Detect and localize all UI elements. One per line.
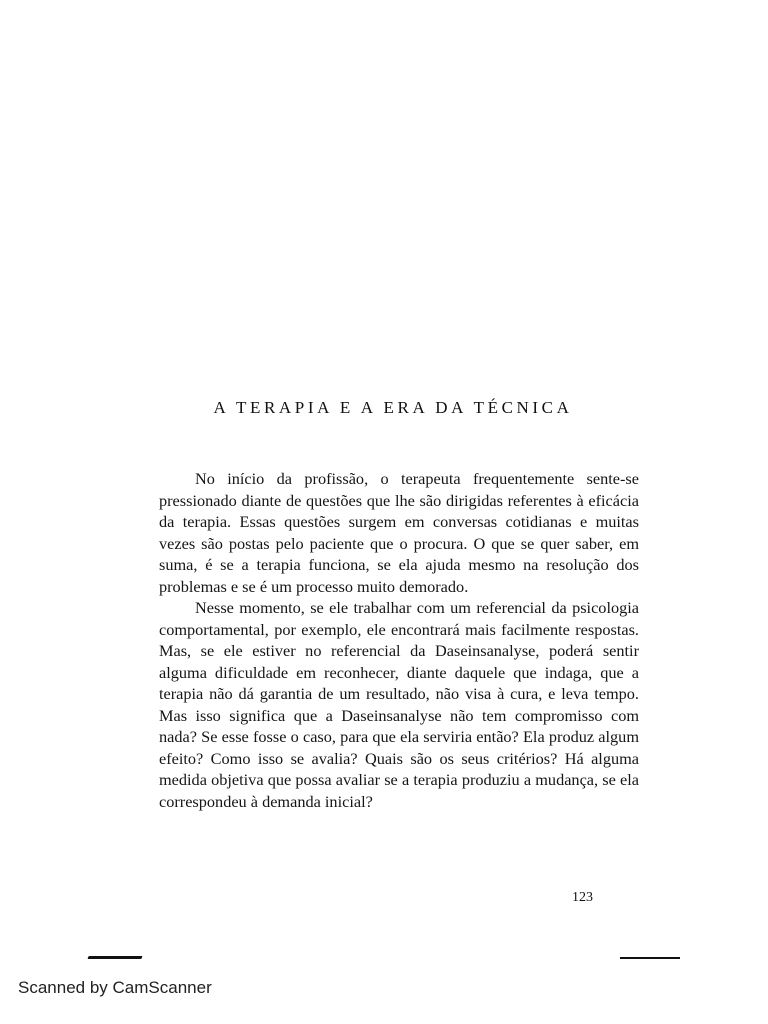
- body-text: [159, 468, 639, 812]
- scan-edge-mark-left: [87, 956, 142, 959]
- scanner-watermark: Scanned by CamScanner: [18, 978, 212, 997]
- page-number: 123: [572, 890, 593, 905]
- paragraph-1: No início da profissão, o terapeuta frequentemente sente-se pressionado diante de questões que lhe são dirigidas referentes à eficácia da terapia. Essas questões surgem em conversas cotidianas e muitas vezes são postas pelo paciente que o procura. O que se quer saber, em suma, é se a terapia funciona, se ela ajuda mesmo na resolução dos problemas e se é um processo muito demorado.: [159, 469, 639, 596]
- paragraph-2: Nesse momento, se ele trabalhar com um referencial da psicologia comportamental, por exemplo, ele encontrará mais facilmente respostas. Mas, se ele estiver no referencial da Daseinsanalyse, poderá sentir alguma dificuldade em reconhecer, diante daquele que indaga, que a terapia não dá garantia de um resultado, não visa à cura, e leva tempo. Mas isso significa que a Daseinsanalyse não tem compromisso com nada? Se esse fosse o caso, para que ela serviria então? Ela produz algum efeito? Como isso se avalia? Quais são os seus critérios? Há alguma medida objetiva que possa avaliar se a terapia produziu a mudança, se ela correspondeu à demanda inicial?: [159, 598, 639, 811]
- chapter-title: A TERAPIA E A ERA DA TÉCNICA: [213, 398, 573, 417]
- scan-edge-mark-right: [620, 957, 680, 959]
